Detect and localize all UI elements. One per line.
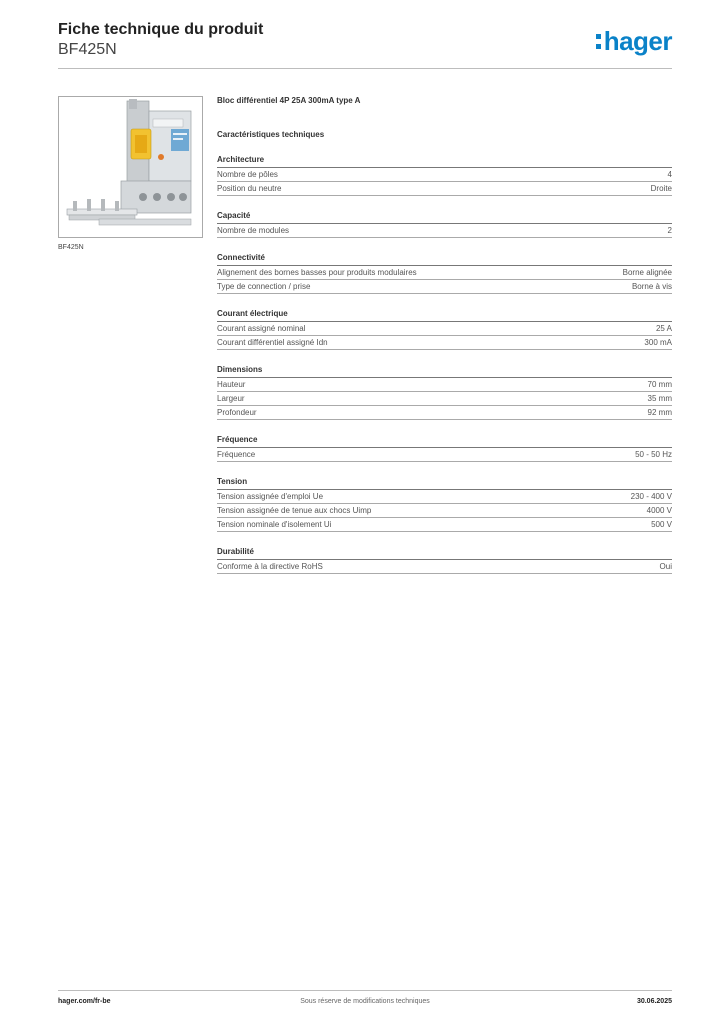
spec-value: Droite <box>650 184 672 193</box>
image-caption: BF425N <box>58 244 84 251</box>
product-reference: BF425N <box>58 41 117 58</box>
product-image <box>58 96 203 238</box>
spec-label: Hauteur <box>217 380 246 389</box>
header-divider <box>58 68 672 69</box>
spec-label: Largeur <box>217 394 245 403</box>
spec-row <box>217 168 672 182</box>
spec-label: Position du neutre <box>217 184 282 193</box>
spec-value: 50 - 50 Hz <box>635 450 672 459</box>
spec-label: Alignement des bornes basses pour produits modulaires <box>217 268 417 277</box>
spec-value: 35 mm <box>647 394 672 403</box>
spec-value: Oui <box>659 562 672 571</box>
spec-row <box>217 266 672 280</box>
footer-date: 30.06.2025 <box>636 998 672 1005</box>
spec-label: Nombre de pôles <box>217 170 278 179</box>
spec-value: Borne alignée <box>622 268 672 277</box>
footer-notice: Sous réserve de modifications techniques <box>300 998 430 1005</box>
product-description: Bloc différentiel 4P 25A 300mA type A <box>217 96 361 105</box>
footer-divider <box>58 990 672 991</box>
spec-row <box>217 224 672 238</box>
group-title: Courant électrique <box>217 309 672 322</box>
spec-content <box>217 96 672 574</box>
spec-row <box>217 392 672 406</box>
spec-label: Conforme à la directive RoHS <box>217 562 323 571</box>
hager-logo[interactable] <box>595 26 672 56</box>
spec-value: 500 V <box>651 520 672 529</box>
logo-dots-icon <box>595 32 603 52</box>
spec-value: 300 mA <box>644 338 672 347</box>
tech-heading: Caractéristiques techniques <box>217 130 325 139</box>
spec-value: 4000 V <box>646 506 672 515</box>
spec-row <box>217 518 672 532</box>
spec-value: 25 A <box>655 324 672 333</box>
spec-row <box>217 336 672 350</box>
spec-row <box>217 490 672 504</box>
spec-row <box>217 182 672 196</box>
spec-label: Courant différentiel assigné Idn <box>217 338 328 347</box>
product-photo-icon <box>59 97 203 238</box>
page-title: Fiche technique du produit <box>58 21 264 38</box>
group-title: Tension <box>217 477 672 490</box>
spec-value: 4 <box>667 170 672 179</box>
spec-row <box>217 322 672 336</box>
spec-label: Profondeur <box>217 408 257 417</box>
spec-row <box>217 448 672 462</box>
spec-group-durabilite <box>217 547 672 574</box>
group-title: Durabilité <box>217 547 672 560</box>
spec-label: Fréquence <box>217 450 256 459</box>
spec-label: Tension nominale d'isolement Ui <box>217 520 332 529</box>
spec-value: Borne à vis <box>631 282 672 291</box>
logo-text: hager <box>603 26 672 56</box>
spec-row <box>217 378 672 392</box>
spec-value: 92 mm <box>647 408 672 417</box>
spec-label: Tension assignée de tenue aux chocs Uimp <box>217 506 372 515</box>
spec-group-capacite <box>217 211 672 238</box>
spec-group-tension <box>217 477 672 532</box>
group-title: Fréquence <box>217 435 672 448</box>
group-title: Dimensions <box>217 365 672 378</box>
spec-label: Courant assigné nominal <box>217 324 306 333</box>
group-title: Capacité <box>217 211 672 224</box>
spec-value: 70 mm <box>647 380 672 389</box>
group-title: Architecture <box>217 155 672 168</box>
footer-website-link[interactable]: hager.com/fr-be <box>58 998 111 1005</box>
spec-value: 230 - 400 V <box>630 492 672 501</box>
spec-label: Type de connection / prise <box>217 282 311 291</box>
spec-row <box>217 280 672 294</box>
spec-label: Tension assignée d'emploi Ue <box>217 492 324 501</box>
spec-group-dimensions <box>217 365 672 420</box>
spec-row <box>217 560 672 574</box>
spec-label: Nombre de modules <box>217 226 290 235</box>
spec-group-frequence <box>217 435 672 462</box>
spec-group-architecture <box>217 155 672 196</box>
spec-value: 2 <box>667 226 672 235</box>
spec-group-connectivite <box>217 253 672 294</box>
spec-group-courant <box>217 309 672 350</box>
spec-row <box>217 504 672 518</box>
group-title: Connectivité <box>217 253 672 266</box>
page-header <box>58 20 672 70</box>
spec-row <box>217 406 672 420</box>
